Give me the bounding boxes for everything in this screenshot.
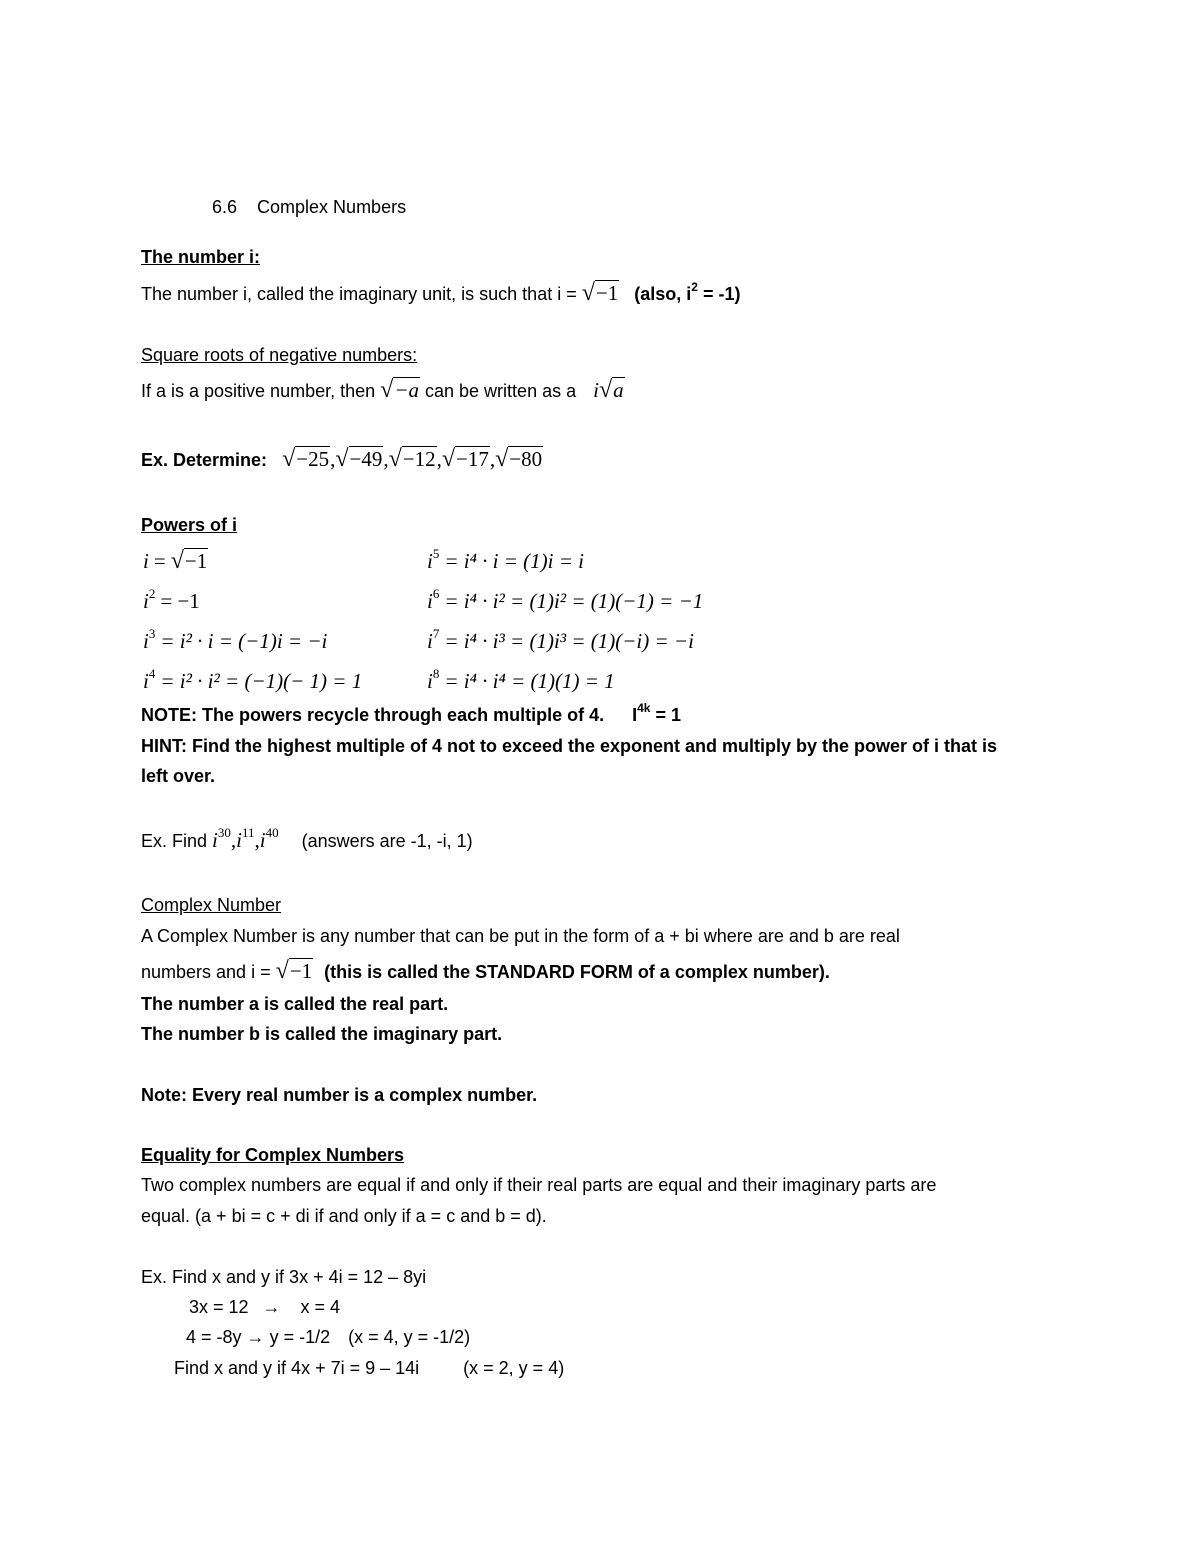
powers-note xyxy=(141,701,681,728)
number-i-definition xyxy=(141,282,740,307)
power-row-right-2: $i^6 = i^4 \cdot i^2 = (1)i^2 = (1)(-1) = -1$ xyxy=(427,586,704,613)
real-number-note: Note: Every real number is a complex number. xyxy=(141,1085,538,1105)
complex-number-line-1: A Complex Number is any number that can be put in the form of a + bi where are and b are real xyxy=(141,926,900,946)
number-i-text: The number i, called the imaginary unit, is such that i = xyxy=(141,284,577,304)
sqrt-neg-one: √−1 xyxy=(581,280,619,306)
sqrt-item: √−80 xyxy=(495,446,543,472)
example-find-powers: Ex. Find $i^{30},i^{11},i^{40}$ (answers are -1, -i, 1) xyxy=(141,825,473,852)
example-find-xy: Ex. Find x and y if 3x + 4i = 12 – 8yi xyxy=(141,1267,427,1287)
number-i-paren: (also, $i^2 = -1$) xyxy=(634,280,741,304)
powers-rule: $I^{4k} = 1$ xyxy=(632,701,681,725)
example-determine-label: Ex. Determine: xyxy=(141,450,268,470)
example-find-label: Ex. Find xyxy=(141,831,208,851)
power-row-left-2: $i^2 = -1$ xyxy=(143,586,200,613)
sqrt-a: √a xyxy=(598,377,624,403)
complex-number-imaginary-part: The number b is called the imaginary part. xyxy=(141,1024,503,1044)
square-roots-title: Square roots of negative numbers: xyxy=(141,345,418,365)
complex-number-line-2: numbers and i = √−1 (this is called the STANDARD FORM of a complex number). xyxy=(141,958,830,984)
power-row-right-3: $i^7 = i^4 \cdot i^3 = (1)i^3 = (1)(-i) = -i$ xyxy=(427,626,694,653)
power-row-left-4: $i^4 = i^2 \cdot i^2 = (-1)(- 1) = 1$ xyxy=(143,666,363,693)
power-row-left-3: $i^3 = i^2 \cdot i = (-1)i = -i$ xyxy=(143,626,328,653)
power-row-left-1: i = √−1 xyxy=(143,548,208,574)
number-i-title: The number i: xyxy=(141,247,261,267)
section-title: Complex Numbers xyxy=(257,197,407,217)
powers-title: Powers of i xyxy=(141,515,238,535)
square-roots-rule xyxy=(141,379,625,402)
section-number: 6.6 xyxy=(212,197,238,217)
arrow-icon: → xyxy=(246,1327,265,1347)
sqrt-neg-one: √−1 xyxy=(170,548,208,574)
arrow-icon: → xyxy=(262,1297,281,1317)
complex-number-title: Complex Number xyxy=(141,895,282,915)
square-roots-text-mid: can be written as a xyxy=(425,381,577,401)
power-row-right-1: $i^5 = i^4 \cdot i = (1)i = i$ xyxy=(427,546,584,573)
i-symbol: i xyxy=(593,378,599,402)
example-find-xy-2: Find x and y if 4x + 7i = 9 – 14i (x = 2, y = 4) xyxy=(174,1358,565,1378)
complex-number-real-part: The number a is called the real part. xyxy=(141,994,449,1014)
example-step-2: 4 = -8y → y = -1/2 (x = 4, y = -1/2) xyxy=(186,1327,471,1347)
sqrt-item: √−17 xyxy=(441,446,489,472)
example-step-1: 3x = 12 → x = 4 xyxy=(189,1297,341,1317)
sqrt-item: √−12 xyxy=(388,446,436,472)
hint-line-2: left over. xyxy=(141,766,216,786)
example-determine-radicals: √−25,√−49,√−12,√−17,√−80 xyxy=(282,446,543,472)
sqrt-neg-a: √−a xyxy=(380,377,419,403)
power-row-right-4: $i^8 = i^4 \cdot i^4 = (1)(1) = 1$ xyxy=(427,666,615,693)
powers-note-text: NOTE: The powers recycle through each multiple of 4. xyxy=(141,705,605,725)
example-find-answers: (answers are -1, -i, 1) xyxy=(301,831,473,851)
sqrt-item: √−49 xyxy=(335,446,383,472)
sqrt-item: √−25 xyxy=(282,446,330,472)
example-determine xyxy=(141,448,543,471)
section-heading xyxy=(212,196,406,218)
hint-line-1: HINT: Find the highest multiple of 4 not to exceed the exponent and multiply by the power of i that is xyxy=(141,736,998,756)
square-roots-text: If a is a positive number, then xyxy=(141,381,376,401)
equality-title: Equality for Complex Numbers xyxy=(141,1145,405,1165)
equality-line-2: equal. (a + bi = c + di if and only if a = c and b = d). xyxy=(141,1206,547,1226)
sqrt-neg-one: √−1 xyxy=(275,958,313,984)
equality-line-1: Two complex numbers are equal if and only if their real parts are equal and their imaginary parts are xyxy=(141,1175,937,1195)
